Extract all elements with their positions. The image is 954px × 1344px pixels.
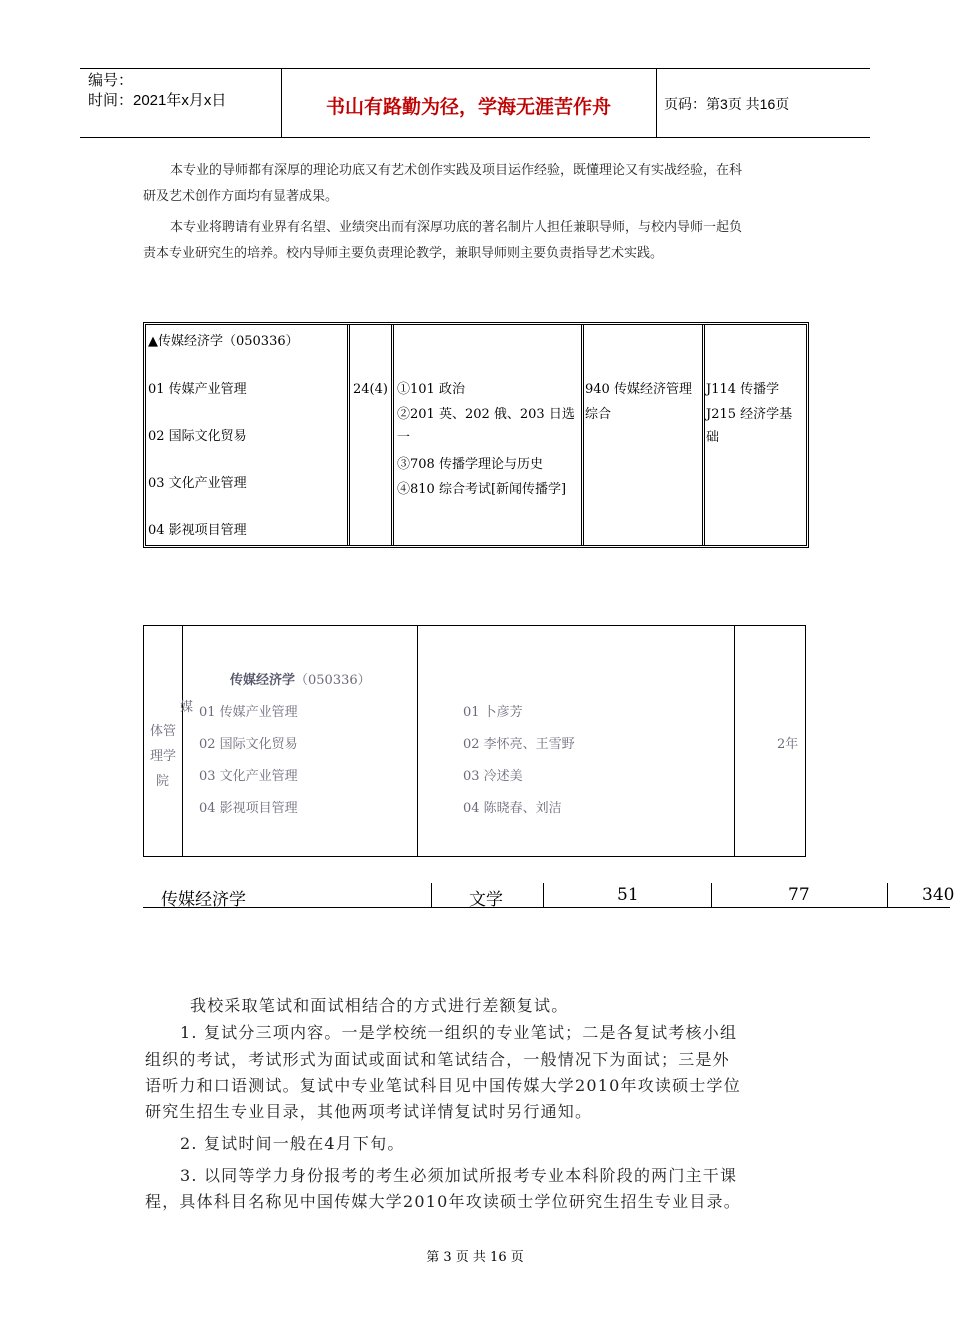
retest-item1-line: 1. 复试分三项内容。一是学校统一组织的专业笔试；二是各复试考核小组 bbox=[180, 1023, 738, 1042]
time-label: 时间：2021年x月x日 bbox=[88, 92, 227, 109]
table-divider bbox=[391, 325, 394, 545]
header-meta bbox=[88, 71, 226, 111]
intro-p2-line1: 本专业将聘请有业界有名望、业绩突出而有深厚功底的著名制片人担任兼职导师，与校内导师一起负 bbox=[170, 220, 743, 235]
table-divider bbox=[543, 883, 544, 907]
page-footer: 第 3 页 共 16 页 bbox=[426, 1250, 524, 1265]
summary-value: 51 bbox=[617, 885, 639, 905]
retest-item3-line: 3. 以同等学力身份报考的考生必须加试所报考专业本科阶段的两门主干课 bbox=[180, 1166, 738, 1185]
direction-item: 02 国际文化贸易 bbox=[199, 737, 298, 752]
college-name-line: 理学 bbox=[150, 749, 177, 764]
quota-value: 24(4) bbox=[353, 382, 388, 397]
direction-item: 04 影视项目管理 bbox=[148, 523, 247, 538]
exam-item: ④810 综合考试[新闻传播学] bbox=[397, 482, 567, 497]
retest-item1-line: 语听力和口语测试。复试中专业笔试科目见中国传媒大学2010年攻读硕士学位 bbox=[145, 1076, 741, 1095]
major-title: ▲传媒经济学（050336） bbox=[148, 334, 299, 349]
retest-subject: 综合 bbox=[585, 407, 612, 422]
advisor-item: 02 李怀亮、王雪野 bbox=[463, 737, 575, 752]
program-table bbox=[143, 322, 809, 548]
major-code: （050336） bbox=[295, 673, 371, 688]
retest-intro: 我校采取笔试和面试相结合的方式进行差额复试。 bbox=[190, 996, 569, 1015]
advisor-item: 01 卜彦芳 bbox=[463, 705, 523, 720]
direction-item: 01 传媒产业管理 bbox=[199, 705, 298, 720]
extra-subject: J215 经济学基 bbox=[706, 407, 793, 422]
retest-item3-line: 程，具体科目名称见中国传媒大学2010年攻读硕士学位研究生招生专业目录。 bbox=[145, 1192, 741, 1211]
direction-item: 02 国际文化贸易 bbox=[148, 429, 247, 444]
exam-item: ①101 政治 bbox=[397, 382, 465, 397]
summary-value: 340 bbox=[922, 885, 954, 905]
header-page-info: 页码：第3页 共16页 bbox=[664, 96, 790, 112]
major-name: 传媒经济学 bbox=[230, 673, 296, 688]
direction-item: 04 影视项目管理 bbox=[199, 801, 298, 816]
table-divider bbox=[182, 626, 183, 856]
intro-p1-line1: 本专业的导师都有深厚的理论功底又有艺术创作实践及项目运作经验，既懂理论又有实战经验，在科 bbox=[170, 163, 743, 178]
extra-subject: 础 bbox=[706, 430, 720, 445]
advisor-item: 03 冷述美 bbox=[463, 769, 523, 784]
summary-name: 传媒经济学 bbox=[161, 890, 246, 910]
header-divider bbox=[656, 69, 657, 137]
intro-p1-line2: 研及艺术创作方面均有显著成果。 bbox=[143, 189, 339, 204]
page-header bbox=[80, 68, 870, 138]
table-divider bbox=[711, 883, 712, 907]
table-divider bbox=[431, 883, 432, 907]
serial-label: 编号： bbox=[88, 72, 134, 89]
college-name-line: 体管 bbox=[150, 724, 177, 739]
header-motto: 书山有路勤为径，学海无涯苦作舟 bbox=[325, 97, 611, 118]
retest-item1-line: 组织的考试，考试形式为面试或面试和笔试结合，一般情况下为面试；三是外 bbox=[145, 1050, 730, 1069]
direction-item: 01 传媒产业管理 bbox=[148, 382, 247, 397]
retest-item2: 2. 复试时间一般在4月下旬。 bbox=[180, 1134, 405, 1153]
major-heading bbox=[230, 669, 371, 688]
extra-subject: J114 传播学 bbox=[706, 382, 780, 397]
direction-item: 03 文化产业管理 bbox=[199, 769, 298, 784]
exam-item: ②201 英、202 俄、203 日选 bbox=[397, 407, 575, 422]
table-divider bbox=[887, 883, 888, 907]
summary-value: 77 bbox=[788, 885, 810, 905]
table-divider bbox=[702, 325, 705, 545]
summary-category: 文学 bbox=[469, 890, 503, 910]
table-divider bbox=[417, 626, 418, 856]
direction-item: 03 文化产业管理 bbox=[148, 476, 247, 491]
table-divider bbox=[581, 325, 584, 545]
table-divider bbox=[347, 325, 350, 545]
exam-item: 一 bbox=[397, 430, 411, 445]
college-name-line: 院 bbox=[156, 774, 170, 789]
advisor-item: 04 陈晓春、刘洁 bbox=[463, 801, 562, 816]
intro-p2-line2: 责本专业研究生的培养。校内导师主要负责理论教学，兼职导师则主要负责指导艺术实践。 bbox=[143, 246, 664, 261]
summary-row bbox=[143, 883, 954, 910]
college-fragment: 媒 bbox=[180, 700, 194, 715]
retest-subject: 940 传媒经济管理 bbox=[585, 382, 692, 397]
table-divider bbox=[734, 626, 735, 856]
exam-item: ③708 传播学理论与历史 bbox=[397, 457, 543, 472]
study-duration: 2年 bbox=[777, 737, 799, 752]
retest-item1-line: 研究生招生专业目录，其他两项考试详情复试时另行通知。 bbox=[145, 1102, 593, 1121]
